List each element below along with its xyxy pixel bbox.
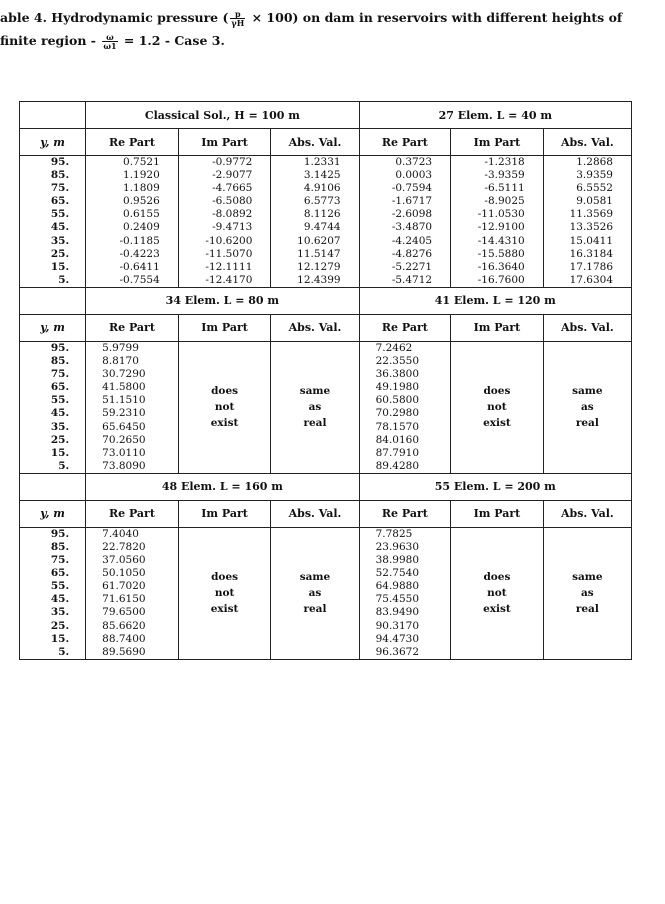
- col-header-abs: Abs. Val.: [543, 129, 631, 156]
- cell-value: 75.: [50, 182, 70, 195]
- cell-value: -1.2318: [484, 156, 525, 168]
- cell-value: -2.9077: [212, 169, 253, 182]
- cell-value: 7.2462: [375, 341, 413, 354]
- cell-value: 17.1786: [569, 260, 613, 273]
- abs-note-cell: [543, 341, 631, 473]
- note-word: exist: [210, 603, 239, 616]
- note-word: exist: [210, 417, 239, 430]
- cell-value: 71.6150: [102, 593, 146, 606]
- cell-value: 5.9799: [102, 341, 139, 354]
- cell-value: 9.0581: [576, 195, 613, 208]
- col-header-abs: Abs. Val.: [271, 500, 359, 527]
- table-data-row: [20, 527, 632, 659]
- cell-value: -11.0530: [477, 208, 525, 221]
- caption-line-2: [0, 29, 660, 52]
- cell-value: -16.7600: [477, 273, 525, 286]
- cell-value: -0.1185: [119, 234, 160, 247]
- cell-value: 95.: [50, 341, 70, 354]
- cell-value: 37.0560: [102, 554, 146, 567]
- col-header-re: Re Part: [86, 129, 179, 156]
- cell-value: 5.: [58, 645, 70, 658]
- cell-value: 15.0411: [569, 234, 613, 247]
- y-values-cell: [20, 341, 86, 473]
- note-word: does: [483, 571, 511, 584]
- abs-note-cell: [271, 341, 359, 473]
- cell-value: 0.3723: [395, 156, 433, 168]
- cell-value: 7.4040: [102, 527, 139, 540]
- abs-values-cell: [271, 156, 359, 288]
- cell-value: 65.6450: [102, 420, 146, 433]
- cell-value: -3.9359: [484, 169, 525, 182]
- im-values-cell: [451, 156, 544, 288]
- col-header-abs: Abs. Val.: [543, 314, 631, 341]
- cell-value: -0.6411: [119, 260, 160, 273]
- section-title-right: 27 Elem. L = 40 m: [359, 102, 631, 129]
- cell-value: 23.9630: [375, 540, 420, 553]
- note-word: as: [308, 587, 322, 600]
- caption-text: able 4. Hydrodynamic pressure (: [0, 10, 229, 25]
- caption-text: = 1.2 - Case 3.: [119, 33, 225, 48]
- cell-value: 11.5147: [297, 247, 341, 260]
- col-header-re: Re Part: [86, 500, 179, 527]
- col-header-abs: Abs. Val.: [543, 500, 631, 527]
- re-values-cell: [86, 156, 179, 288]
- cell-value: 1.2868: [576, 156, 613, 168]
- caption-text: finite region -: [0, 33, 101, 48]
- caption-line-1: [0, 6, 660, 29]
- cell-value: 22.3550: [375, 355, 420, 368]
- cell-value: 61.7020: [102, 580, 146, 593]
- cell-value: 41.5800: [102, 381, 146, 394]
- cell-value: 49.1980: [375, 381, 420, 394]
- fraction-denominator: ω1: [103, 41, 117, 51]
- cell-value: 36.3800: [375, 368, 420, 381]
- col-header-abs: Abs. Val.: [271, 129, 359, 156]
- cell-value: 65.: [50, 381, 70, 394]
- cell-value: 1.1920: [123, 169, 160, 182]
- cell-value: 55.: [50, 208, 70, 221]
- table-data-row: [20, 156, 632, 288]
- cell-value: 15.: [50, 446, 70, 459]
- cell-value: -8.0892: [212, 208, 253, 221]
- cell-value: 0.9526: [123, 195, 160, 208]
- cell-value: 25.: [50, 247, 70, 260]
- cell-value: 3.9359: [576, 169, 613, 182]
- cell-value: 4.9106: [303, 182, 341, 195]
- cell-value: 12.1279: [297, 260, 341, 273]
- cell-value: 85.: [50, 169, 70, 182]
- re-values-cell: [359, 156, 451, 288]
- col-header-im: Im Part: [178, 314, 271, 341]
- fraction-denominator: γH: [231, 18, 245, 28]
- note-word: not: [487, 401, 507, 414]
- note-word: not: [214, 401, 235, 414]
- section-title-right: 41 Elem. L = 120 m: [359, 287, 631, 314]
- fraction-numerator: p: [230, 10, 245, 19]
- cell-value: 35.: [50, 420, 70, 433]
- cell-value: 59.2310: [102, 407, 146, 420]
- cell-value: 17.6304: [569, 273, 613, 286]
- note-word: same: [572, 571, 603, 584]
- cell-value: -5.2271: [391, 260, 433, 273]
- note-word: exist: [483, 603, 511, 616]
- cell-value: 45.: [50, 593, 70, 606]
- re-values-cell: [359, 341, 451, 473]
- cell-value: 15.: [50, 260, 70, 273]
- im-note-cell: [178, 527, 271, 659]
- note-word: not: [487, 587, 507, 600]
- cell-value: 96.3672: [375, 645, 420, 658]
- cell-value: 38.9980: [375, 554, 420, 567]
- cell-value: 55.: [50, 580, 70, 593]
- col-header-re: Re Part: [359, 314, 451, 341]
- cell-value: -4.7665: [212, 182, 253, 195]
- cell-value: 73.0110: [102, 446, 146, 459]
- cell-value: 52.7540: [375, 567, 420, 580]
- cell-value: 16.3184: [569, 247, 613, 260]
- cell-value: 6.5552: [576, 182, 613, 195]
- empty-cell: [20, 287, 86, 314]
- cell-value: 65.: [50, 567, 70, 580]
- note-word: same: [299, 385, 331, 398]
- col-header-im: Im Part: [451, 129, 544, 156]
- im-values-cell: [178, 156, 271, 288]
- table-data-row: [20, 341, 632, 473]
- section-title-left: 48 Elem. L = 160 m: [86, 473, 359, 500]
- cell-value: -0.4223: [119, 247, 160, 260]
- note-word: exist: [483, 417, 511, 430]
- cell-value: 85.: [50, 355, 70, 368]
- note-word: real: [575, 417, 599, 430]
- empty-cell: [20, 473, 86, 500]
- cell-value: 25.: [50, 619, 70, 632]
- cell-value: 87.7910: [375, 446, 420, 459]
- section-header-row: [20, 287, 632, 314]
- cell-value: 50.1050: [102, 567, 146, 580]
- note-word: does: [211, 385, 239, 398]
- abs-values-cell: [543, 156, 631, 288]
- cell-value: 8.1126: [303, 208, 341, 221]
- col-header-y: y, m: [20, 314, 86, 341]
- cell-value: 78.1570: [375, 420, 420, 433]
- fraction-omega-ratio: [102, 33, 117, 50]
- cell-value: 88.7400: [102, 632, 146, 645]
- section-title-left: 34 Elem. L = 80 m: [86, 287, 359, 314]
- cell-value: -15.5880: [477, 247, 525, 260]
- im-note-cell: [451, 527, 544, 659]
- fraction-p-over-gamma-h: [230, 10, 245, 27]
- note-word: not: [214, 587, 235, 600]
- cell-value: 51.1510: [102, 394, 146, 407]
- cell-value: 8.8170: [102, 355, 139, 368]
- cell-value: -12.1111: [205, 260, 253, 273]
- abs-note-cell: [543, 527, 631, 659]
- cell-value: 75.: [50, 554, 70, 567]
- column-header-row: [20, 314, 632, 341]
- cell-value: 95.: [50, 527, 70, 540]
- cell-value: 75.4550: [375, 593, 420, 606]
- empty-cell: [20, 102, 86, 129]
- col-header-abs: Abs. Val.: [271, 314, 359, 341]
- cell-value: 15.: [50, 632, 70, 645]
- col-header-y: y, m: [20, 129, 86, 156]
- note-word: does: [211, 571, 239, 584]
- fraction-numerator: ω: [102, 33, 117, 42]
- cell-value: 90.3170: [375, 619, 420, 632]
- cell-value: 89.5690: [102, 645, 146, 658]
- cell-value: 70.2980: [375, 407, 420, 420]
- cell-value: 6.5773: [303, 195, 341, 208]
- cell-value: 0.2409: [123, 221, 160, 234]
- cell-value: -6.5111: [484, 182, 525, 195]
- cell-value: 84.0160: [375, 433, 420, 446]
- cell-value: -4.8276: [391, 247, 433, 260]
- cell-value: 1.1809: [123, 182, 160, 195]
- cell-value: 1.2331: [303, 156, 341, 168]
- note-word: real: [303, 417, 327, 430]
- cell-value: -4.2405: [391, 234, 433, 247]
- y-values-cell: [20, 527, 86, 659]
- cell-value: -0.7554: [119, 273, 160, 286]
- col-header-re: Re Part: [359, 500, 451, 527]
- cell-value: 5.: [58, 459, 70, 472]
- cell-value: 0.6155: [123, 208, 160, 221]
- cell-value: -9.4713: [212, 221, 253, 234]
- cell-value: 3.1425: [303, 169, 341, 182]
- re-values-cell: [86, 341, 179, 473]
- im-note-cell: [178, 341, 271, 473]
- section-header-row: [20, 102, 632, 129]
- cell-value: 11.3569: [569, 208, 613, 221]
- cell-value: 0.0003: [395, 169, 433, 182]
- col-header-im: Im Part: [451, 500, 544, 527]
- note-word: as: [581, 401, 594, 414]
- cell-value: -12.9100: [477, 221, 525, 234]
- col-header-re: Re Part: [86, 314, 179, 341]
- cell-value: -2.6098: [391, 208, 433, 221]
- cell-value: 13.3526: [569, 221, 613, 234]
- cell-value: 83.9490: [375, 606, 420, 619]
- note-word: same: [572, 385, 603, 398]
- cell-value: 22.7820: [102, 540, 146, 553]
- cell-value: 95.: [50, 156, 70, 168]
- cell-value: -16.3640: [477, 260, 525, 273]
- cell-value: 25.: [50, 433, 70, 446]
- section-header-row: [20, 473, 632, 500]
- cell-value: -14.4310: [477, 234, 525, 247]
- cell-value: 30.7290: [102, 368, 146, 381]
- cell-value: -11.5070: [205, 247, 253, 260]
- cell-value: 94.4730: [375, 632, 420, 645]
- cell-value: 35.: [50, 234, 70, 247]
- section-title-right: 55 Elem. L = 200 m: [359, 473, 631, 500]
- cell-value: 65.: [50, 195, 70, 208]
- col-header-im: Im Part: [178, 129, 271, 156]
- cell-value: -3.4870: [391, 221, 433, 234]
- cell-value: 55.: [50, 394, 70, 407]
- note-word: as: [581, 587, 594, 600]
- cell-value: -12.4170: [205, 273, 253, 286]
- cell-value: -6.5080: [212, 195, 253, 208]
- note-word: real: [575, 603, 599, 616]
- column-header-row: [20, 129, 632, 156]
- cell-value: 75.: [50, 368, 70, 381]
- re-values-cell: [86, 527, 179, 659]
- col-header-y: y, m: [20, 500, 86, 527]
- cell-value: 0.7521: [123, 156, 160, 168]
- cell-value: 45.: [50, 407, 70, 420]
- cell-value: 73.8090: [102, 459, 146, 472]
- section-title-left: Classical Sol., H = 100 m: [86, 102, 359, 129]
- pressure-table: [19, 101, 632, 660]
- cell-value: 85.: [50, 540, 70, 553]
- cell-value: 5.: [58, 273, 70, 286]
- cell-value: -0.9772: [212, 156, 253, 168]
- cell-value: -8.9025: [484, 195, 525, 208]
- col-header-im: Im Part: [178, 500, 271, 527]
- abs-note-cell: [271, 527, 359, 659]
- im-note-cell: [451, 341, 544, 473]
- col-header-im: Im Part: [451, 314, 544, 341]
- cell-value: 64.9880: [375, 580, 420, 593]
- cell-value: 89.4280: [375, 459, 420, 472]
- column-header-row: [20, 500, 632, 527]
- cell-value: 45.: [50, 221, 70, 234]
- note-word: same: [299, 571, 331, 584]
- table-caption: [0, 6, 660, 52]
- cell-value: 85.6620: [102, 619, 146, 632]
- cell-value: -10.6200: [205, 234, 253, 247]
- cell-value: 79.6500: [102, 606, 146, 619]
- cell-value: 7.7825: [375, 527, 413, 540]
- cell-value: 12.4399: [297, 273, 341, 286]
- cell-value: 60.5800: [375, 394, 420, 407]
- re-values-cell: [359, 527, 451, 659]
- note-word: as: [308, 401, 322, 414]
- cell-value: -5.4712: [391, 273, 433, 286]
- cell-value: 35.: [50, 606, 70, 619]
- col-header-re: Re Part: [359, 129, 451, 156]
- cell-value: 70.2650: [102, 433, 146, 446]
- note-word: does: [483, 385, 511, 398]
- cell-value: 9.4744: [303, 221, 341, 234]
- cell-value: -0.7594: [391, 182, 433, 195]
- caption-text: × 100) on dam in reservoirs with different heights of: [247, 10, 623, 25]
- cell-value: -1.6717: [391, 195, 433, 208]
- note-word: real: [303, 603, 327, 616]
- cell-value: 10.6207: [297, 234, 341, 247]
- y-values-cell: [20, 156, 86, 288]
